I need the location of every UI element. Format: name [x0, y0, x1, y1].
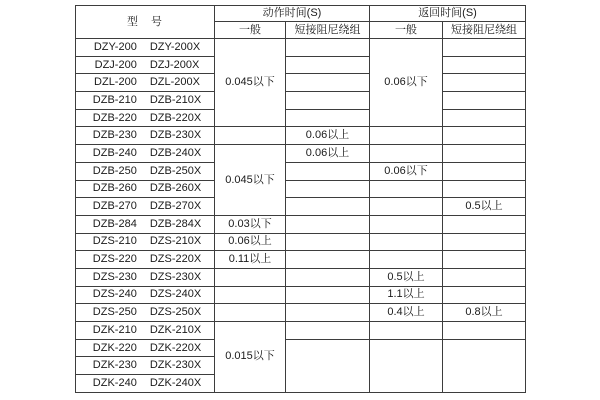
- model-name: DZB-250: [92, 164, 137, 177]
- action-damping-cell: [286, 251, 370, 269]
- model-name-x: DZS-210X: [149, 235, 202, 248]
- table-row: [76, 127, 526, 145]
- table-row: [76, 233, 526, 251]
- model-name: DZY-200: [93, 40, 137, 53]
- table-row: [76, 56, 526, 74]
- table-row: [76, 109, 526, 127]
- model-name-x: DZB-284X: [149, 217, 202, 230]
- table-row: [76, 180, 526, 198]
- return-damping-cell: 0.5以上: [443, 198, 526, 216]
- model-cell: [76, 180, 215, 198]
- table-row: [76, 39, 526, 57]
- action-damping-cell: [286, 92, 370, 110]
- action-damping-cell: [286, 39, 370, 57]
- action-damping-cell: [286, 268, 370, 286]
- model-cell: [76, 357, 215, 375]
- model-name-x: DZS-250X: [149, 306, 202, 319]
- action-time-group-header: 动作时间(S): [215, 6, 370, 22]
- action-damping-cell: [286, 162, 370, 180]
- return-damping-cell: [443, 322, 526, 340]
- return-damping-cell: [443, 92, 526, 110]
- model-name: DZS-210: [92, 235, 137, 248]
- model-name: DZK-230: [92, 359, 137, 372]
- action-general-merged-cell: 0.045以下: [215, 145, 286, 216]
- action-damping-merged-cell: [286, 339, 370, 392]
- action-damping-cell: 0.06以上: [286, 127, 370, 145]
- action-general-cell: [215, 304, 286, 322]
- model-name: DZB-270: [92, 200, 137, 213]
- model-name: DZJ-200: [94, 58, 137, 71]
- table-row: [76, 162, 526, 180]
- model-name: DZB-230: [92, 129, 137, 142]
- model-name: DZK-210: [92, 323, 137, 336]
- return-damping-cell: [443, 251, 526, 269]
- return-damping-cell: [443, 180, 526, 198]
- action-damping-cell: 0.06以上: [286, 145, 370, 163]
- table-row: [76, 145, 526, 163]
- action-damping-cell: [286, 322, 370, 340]
- return-damping-cell: 0.8以上: [443, 304, 526, 322]
- action-damping-cell: [286, 233, 370, 251]
- return-damping-cell: [443, 39, 526, 57]
- return-damping-cell: [443, 109, 526, 127]
- model-cell: [76, 251, 215, 269]
- return-damping-cell: [443, 127, 526, 145]
- model-cell: [76, 74, 215, 92]
- model-name-x: DZB-270X: [149, 200, 202, 213]
- return-general-cell: [370, 198, 443, 216]
- model-name: DZS-240: [92, 288, 137, 301]
- return-damping-cell: [443, 233, 526, 251]
- return-general-cell: [370, 215, 443, 233]
- model-cell: [76, 339, 215, 357]
- action-damping-cell: [286, 215, 370, 233]
- model-cell: [76, 145, 215, 163]
- model-name-x: DZK-240X: [149, 376, 202, 389]
- model-name-x: DZJ-200X: [149, 58, 200, 71]
- action-damping-cell: [286, 304, 370, 322]
- model-cell: [76, 322, 215, 340]
- return-general-cell: 0.4以上: [370, 304, 443, 322]
- model-name: DZK-220: [92, 341, 137, 354]
- return-general-cell: [370, 233, 443, 251]
- return-damping-header: 短接阻尼绕组: [443, 22, 526, 39]
- return-general-cell: 0.06以下: [370, 162, 443, 180]
- return-damping-cell: [443, 74, 526, 92]
- model-name-x: DZS-230X: [149, 270, 202, 283]
- model-cell: [76, 286, 215, 304]
- model-name: DZB-220: [92, 111, 137, 124]
- return-general-header: 一般: [370, 22, 443, 39]
- return-general-merged-cell: [370, 339, 443, 392]
- model-name-x: DZS-240X: [149, 288, 202, 301]
- action-damping-cell: [286, 56, 370, 74]
- model-name-x: DZL-200X: [149, 76, 200, 89]
- action-general-cell: [215, 127, 286, 145]
- model-name-x: DZB-240X: [149, 146, 202, 159]
- action-general-cell: 0.03以下: [215, 215, 286, 233]
- model-cell: [76, 39, 215, 57]
- model-name-x: DZY-200X: [149, 40, 201, 53]
- table-row: [76, 339, 526, 357]
- return-damping-cell: [443, 286, 526, 304]
- table-row: [76, 251, 526, 269]
- model-name-x: DZB-210X: [149, 93, 202, 106]
- action-general-header: 一般: [215, 22, 286, 39]
- model-cell: [76, 215, 215, 233]
- model-cell: [76, 162, 215, 180]
- model-name-x: DZS-220X: [149, 253, 202, 266]
- action-general-cell: 0.11以上: [215, 251, 286, 269]
- table-row: [76, 198, 526, 216]
- return-general-cell: 1.1以上: [370, 286, 443, 304]
- model-name: DZK-240: [92, 376, 137, 389]
- action-damping-cell: [286, 286, 370, 304]
- model-cell: [76, 127, 215, 145]
- model-name-x: DZB-250X: [149, 164, 202, 177]
- model-name: DZB-284: [92, 217, 137, 230]
- header-row-groups: [76, 6, 526, 22]
- model-name-x: DZB-230X: [149, 129, 202, 142]
- table-row: [76, 268, 526, 286]
- model-name: DZS-250: [92, 306, 137, 319]
- action-general-cell: 0.06以上: [215, 233, 286, 251]
- action-general-merged-cell: 0.045以下: [215, 39, 286, 127]
- model-name: DZB-260: [92, 182, 137, 195]
- table-row: [76, 92, 526, 110]
- model-column-header: 型 号: [76, 6, 215, 39]
- return-general-merged-cell: 0.06以下: [370, 39, 443, 127]
- model-name: DZS-220: [92, 253, 137, 266]
- return-general-cell: [370, 322, 443, 340]
- return-time-group-header: 返回时间(S): [370, 6, 526, 22]
- return-damping-cell: [443, 56, 526, 74]
- action-general-cell: [215, 286, 286, 304]
- action-damping-cell: [286, 109, 370, 127]
- return-damping-cell: [443, 162, 526, 180]
- return-damping-cell: [443, 268, 526, 286]
- action-general-cell: [215, 268, 286, 286]
- model-cell: [76, 304, 215, 322]
- return-general-cell: [370, 127, 443, 145]
- action-damping-cell: [286, 74, 370, 92]
- return-general-cell: [370, 180, 443, 198]
- model-cell: [76, 92, 215, 110]
- relay-timing-table: [75, 5, 526, 393]
- return-general-cell: 0.5以上: [370, 268, 443, 286]
- return-damping-cell: [443, 145, 526, 163]
- model-cell: [76, 375, 215, 393]
- model-name-x: DZK-210X: [149, 323, 202, 336]
- model-name: DZB-210: [92, 93, 137, 106]
- model-name-x: DZB-220X: [149, 111, 202, 124]
- return-general-cell: [370, 251, 443, 269]
- model-name: DZS-230: [92, 270, 137, 283]
- table-row: [76, 215, 526, 233]
- model-name: DZL-200: [94, 76, 137, 89]
- model-name-x: DZK-230X: [149, 359, 202, 372]
- model-name-x: DZK-220X: [149, 341, 202, 354]
- model-name-x: DZB-260X: [149, 182, 202, 195]
- model-cell: [76, 268, 215, 286]
- return-damping-cell: [443, 215, 526, 233]
- table-row: [76, 304, 526, 322]
- return-damping-merged-cell: [443, 339, 526, 392]
- model-cell: [76, 56, 215, 74]
- table-row: [76, 74, 526, 92]
- return-general-cell: [370, 145, 443, 163]
- action-damping-cell: [286, 198, 370, 216]
- table-row: [76, 286, 526, 304]
- action-damping-header: 短接阻尼绕组: [286, 22, 370, 39]
- table-row: [76, 322, 526, 340]
- model-cell: [76, 233, 215, 251]
- model-cell: [76, 198, 215, 216]
- model-cell: [76, 109, 215, 127]
- model-name: DZB-240: [92, 146, 137, 159]
- action-general-merged-cell: 0.015以下: [215, 322, 286, 393]
- action-damping-cell: [286, 180, 370, 198]
